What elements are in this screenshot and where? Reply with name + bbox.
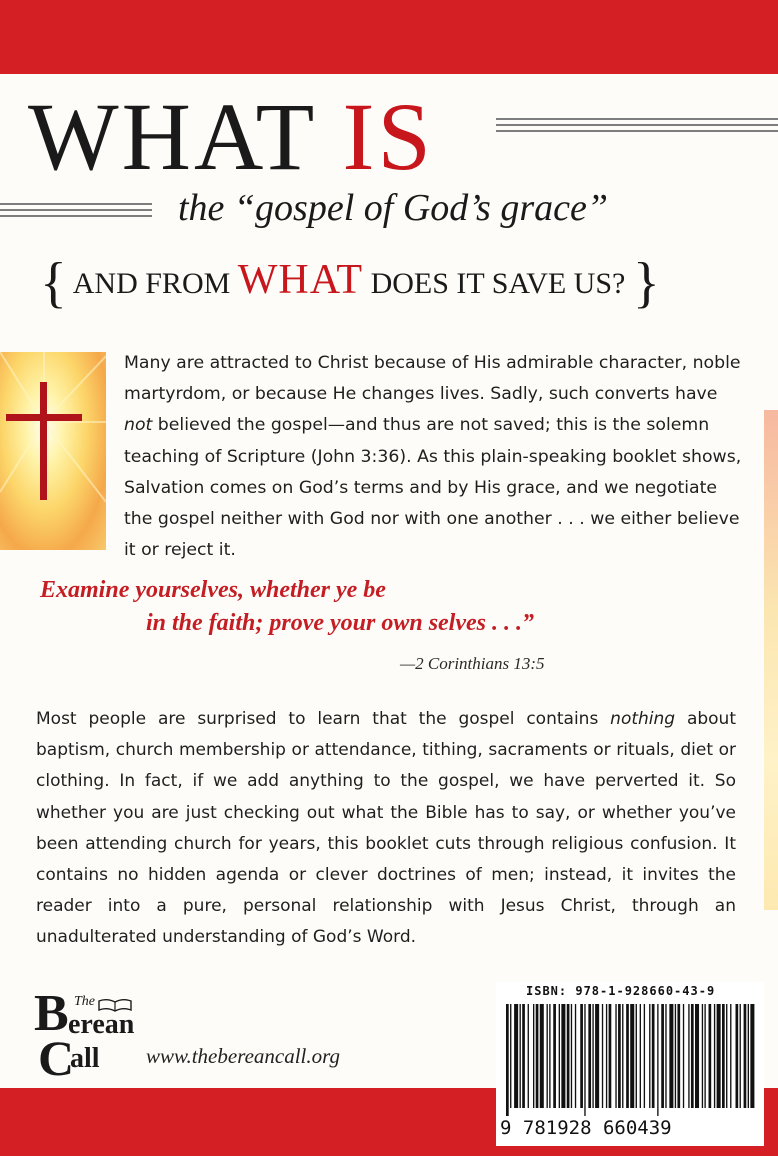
decorative-rules-right xyxy=(496,118,778,136)
open-brace: { xyxy=(40,252,67,314)
barcode-bar xyxy=(561,1004,565,1108)
barcode-bar xyxy=(528,1004,529,1108)
barcode-panel xyxy=(496,982,764,1146)
barcode-bar xyxy=(622,1004,623,1108)
paragraph-2-text-b: about baptism, church membership or attendance, tithing, sacraments or rituals, diet or clothing. In fact, if we add anything to the gospel, we have perverted it. So whether you are just checking out what the Bible has to say, or whether you’ve been attending church for years, this booklet cuts through religious confusion. It contains no hidden agenda or clever doctrines of men; instead, it invites the reader into a pure, personal relationship with Jesus Christ, through an unadulterated understanding of God’s Word. xyxy=(36,709,736,948)
title-main xyxy=(28,82,434,192)
barcode-bar xyxy=(520,1004,521,1108)
barcode-bar xyxy=(549,1004,550,1108)
barcode-bar xyxy=(709,1004,712,1108)
barcode-bar xyxy=(730,1004,731,1108)
barcode-bars xyxy=(502,1004,758,1116)
logo-letter-b: B xyxy=(34,985,69,1042)
barcode-bar xyxy=(547,1004,548,1108)
barcode-bar xyxy=(677,1004,680,1108)
barcode-bar xyxy=(691,1004,694,1108)
barcode-bar xyxy=(704,1004,705,1108)
barcode-bar xyxy=(736,1004,739,1108)
barcode-bar xyxy=(649,1004,650,1108)
barcode-bar xyxy=(618,1004,621,1108)
barcode-bar xyxy=(657,1004,658,1116)
top-red-band xyxy=(0,0,778,74)
barcode-bar xyxy=(615,1004,616,1108)
barcode-bar xyxy=(740,1004,741,1108)
barcode-bar xyxy=(567,1004,570,1108)
title-word-is: IS xyxy=(342,83,434,190)
edge-strip xyxy=(764,410,778,910)
question-part-1: AND FROM xyxy=(72,267,231,300)
barcode-bar xyxy=(588,1004,591,1108)
barcode-bar xyxy=(750,1004,754,1108)
title-word-what: WHAT xyxy=(28,83,316,190)
barcode-digits: 9 781928 660439 xyxy=(500,1117,672,1139)
barcode-bar xyxy=(669,1004,673,1108)
paragraph-2 xyxy=(36,704,736,954)
logo-word-erean: erean xyxy=(68,1009,135,1040)
barcode-bar xyxy=(665,1004,666,1108)
barcode-bar xyxy=(536,1004,539,1108)
barcode-bar xyxy=(540,1004,544,1108)
barcode-bar xyxy=(553,1004,556,1108)
close-brace: } xyxy=(632,252,660,314)
barcode-bar xyxy=(602,1004,603,1108)
decorative-rules-left xyxy=(0,203,152,221)
isbn-label: ISBN: 978-1-928660-43-9 xyxy=(526,984,716,998)
barcode-bar xyxy=(630,1004,634,1108)
question-part-2: DOES IT SAVE US? xyxy=(370,267,626,300)
publisher-logo xyxy=(34,985,138,1086)
barcode-bar xyxy=(748,1004,749,1108)
barcode-bar xyxy=(506,1004,509,1116)
question-highlight: WHAT xyxy=(237,257,364,303)
logo-word-all: all xyxy=(70,1043,100,1074)
barcode-bar xyxy=(533,1004,534,1108)
title-question xyxy=(40,250,660,314)
paragraph-1-emphasis: not xyxy=(124,415,153,436)
logo-letter-c: C xyxy=(38,1030,75,1086)
cross-icon xyxy=(0,352,106,550)
barcode-bar xyxy=(688,1004,689,1108)
barcode-bar xyxy=(609,1004,612,1108)
barcode-bar xyxy=(714,1004,715,1108)
barcode-bar xyxy=(652,1004,655,1108)
quote-citation: —2 Corinthians 13:5 xyxy=(400,654,545,673)
barcode-bar xyxy=(571,1004,572,1108)
barcode-bar xyxy=(580,1004,583,1108)
barcode-bar xyxy=(636,1004,637,1108)
barcode-bar xyxy=(695,1004,699,1108)
barcode-bar xyxy=(584,1004,585,1116)
quote-line-2: in the faith; prove your own selves . . .” xyxy=(146,610,534,636)
barcode-bar xyxy=(575,1004,576,1108)
barcode-bar xyxy=(744,1004,747,1108)
barcode-bar xyxy=(559,1004,560,1108)
barcode-bar xyxy=(606,1004,607,1108)
barcode-bar xyxy=(717,1004,721,1108)
barcode-bar xyxy=(592,1004,593,1108)
cross-image xyxy=(0,352,106,550)
barcode-bar xyxy=(661,1004,664,1108)
barcode-bar xyxy=(640,1004,641,1108)
barcode-bar xyxy=(644,1004,645,1108)
barcode-bar xyxy=(626,1004,629,1108)
barcode-bar xyxy=(722,1004,725,1108)
barcode-bar xyxy=(675,1004,676,1108)
barcode-bar xyxy=(522,1004,525,1108)
barcode-bar xyxy=(595,1004,599,1108)
barcode-bar xyxy=(702,1004,703,1108)
barcode-bar xyxy=(726,1004,727,1108)
paragraph-1-text-b: believed the gospel—and thus are not saved; this is the solemn teaching of Scripture (John 3:36). As this plain-speaking booklet shows, Salvation comes on God’s terms and by His grace, and we negotiate the gospel neither with God nor with one another . . . we either believe it or reject it. xyxy=(124,415,742,561)
barcode-bar xyxy=(683,1004,684,1108)
publisher-website: www.thebereancall.org xyxy=(146,1044,341,1068)
title-subtitle: the “gospel of God’s grace” xyxy=(178,187,608,229)
logo-the: The xyxy=(74,994,95,1009)
paragraph-1-text-a: Many are attracted to Christ because of His admirable character, noble martyrdom, or because He changes lives. Sadly, such converts have xyxy=(124,353,741,405)
barcode-bar xyxy=(510,1004,511,1108)
barcode-bar xyxy=(514,1004,518,1108)
quote-line-1: Examine yourselves, whether ye be xyxy=(40,577,386,603)
paragraph-1 xyxy=(124,348,744,566)
paragraph-2-text-a: Most people are surprised to learn that the gospel contains xyxy=(36,709,611,729)
paragraph-2-emphasis: nothing xyxy=(610,709,676,729)
